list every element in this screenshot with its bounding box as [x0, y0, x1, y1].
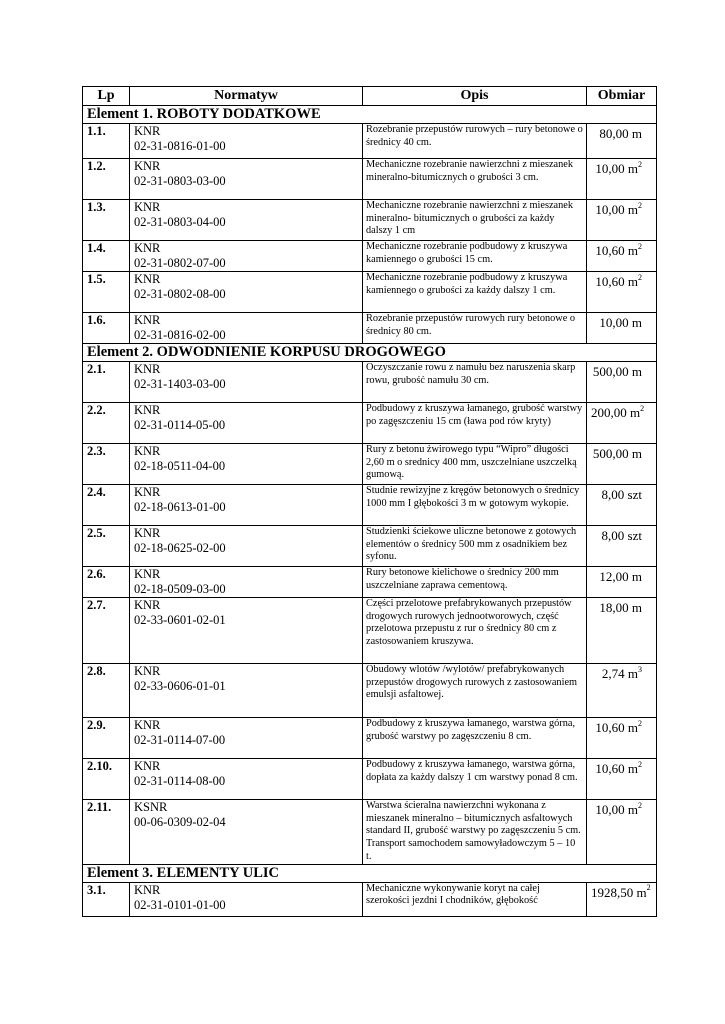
row-obmiar	[587, 882, 657, 916]
row-opis: Oczyszczanie rowu z namułu bez naruszenia skarp rowu, grubość namułu 30 cm.	[363, 362, 587, 403]
row-lp: 3.1.	[83, 882, 130, 916]
normatyw-code: 02-31-0803-04-00	[134, 215, 226, 229]
table-row	[83, 124, 657, 159]
obmiar-unit-exponent: 2	[638, 159, 642, 169]
normatyw-code: 02-18-0613-01-00	[134, 500, 226, 514]
obmiar-unit-exponent: 2	[640, 403, 645, 413]
row-obmiar	[587, 444, 657, 485]
normatyw-catalog: KNR	[134, 567, 161, 581]
row-opis: Rozebranie przepustów rurowych rury betonowe o średnicy 80 cm.	[363, 313, 587, 344]
obmiar-value: 500,00 m	[592, 446, 642, 461]
header-obmiar: Obmiar	[587, 87, 657, 106]
normatyw-code: 02-31-0803-03-00	[134, 174, 226, 188]
normatyw-catalog: KNR	[134, 403, 161, 417]
obmiar-value: 10,00 m	[599, 315, 642, 330]
obmiar-unit-exponent: 2	[638, 241, 642, 251]
table-row	[83, 526, 657, 567]
row-normatyw	[130, 598, 363, 664]
normatyw-code: 02-33-0606-01-01	[134, 679, 226, 693]
row-normatyw	[130, 159, 363, 200]
row-normatyw	[130, 124, 363, 159]
obmiar-value: 10,00 m	[595, 202, 638, 217]
row-lp: 2.4.	[83, 485, 130, 526]
row-opis: Mechaniczne rozebranie podbudowy z kruszywa kamiennego o grubości za każdy dalszy 1 cm.	[363, 272, 587, 313]
table-row	[83, 598, 657, 664]
obmiar-unit-exponent: 2	[638, 800, 642, 810]
row-normatyw	[130, 403, 363, 444]
row-opis: Podbudowy z kruszywa łamanego, warstwa górna, dopłata za każdy dalszy 1 cm warstwy ponad 8 cm.	[363, 759, 587, 800]
row-opis: Mechaniczne rozebranie podbudowy z kruszywa kamiennego o grubości 15 cm.	[363, 241, 587, 272]
row-obmiar	[587, 567, 657, 598]
row-lp: 2.11.	[83, 800, 130, 865]
row-lp: 2.8.	[83, 664, 130, 718]
section-title: Element 2. ODWODNIENIE KORPUSU DROGOWEGO	[83, 344, 657, 362]
section-title: Element 1. ROBOTY DODATKOWE	[83, 106, 657, 124]
normatyw-catalog: KNR	[134, 759, 161, 773]
row-obmiar	[587, 759, 657, 800]
row-obmiar	[587, 241, 657, 272]
row-normatyw	[130, 241, 363, 272]
normatyw-catalog: KNR	[134, 159, 161, 173]
table-row	[83, 241, 657, 272]
row-lp: 2.9.	[83, 718, 130, 759]
table-row	[83, 159, 657, 200]
obmiar-value: 10,60 m	[595, 243, 638, 258]
section-row	[83, 344, 657, 362]
row-lp: 2.2.	[83, 403, 130, 444]
header-lp: Lp	[83, 87, 130, 106]
row-opis: Rury betonowe kielichowe o średnicy 200 mm uszczelniane zaprawa cementową.	[363, 567, 587, 598]
obmiar-value: 80,00 m	[599, 126, 642, 141]
table-row	[83, 200, 657, 241]
obmiar-value: 200,00 m	[591, 405, 641, 420]
row-normatyw	[130, 362, 363, 403]
row-obmiar	[587, 526, 657, 567]
header-normatyw: Normatyw	[130, 87, 363, 106]
row-normatyw	[130, 567, 363, 598]
normatyw-catalog: KNR	[134, 241, 161, 255]
section-row	[83, 864, 657, 882]
obmiar-unit-exponent: 2	[638, 200, 642, 210]
normatyw-catalog: KNR	[134, 313, 161, 327]
table-row	[83, 444, 657, 485]
row-obmiar	[587, 159, 657, 200]
row-lp: 2.3.	[83, 444, 130, 485]
normatyw-code: 02-31-1403-03-00	[134, 377, 226, 391]
normatyw-catalog: KNR	[134, 272, 161, 286]
obmiar-value: 10,60 m	[595, 720, 638, 735]
row-obmiar	[587, 664, 657, 718]
row-lp: 1.4.	[83, 241, 130, 272]
obmiar-unit-exponent: 2	[638, 718, 642, 728]
table-row	[83, 272, 657, 313]
row-opis: Mechaniczne rozebranie nawierzchni z mieszanek mineralno-bitumicznych o grubości 3 cm.	[363, 159, 587, 200]
normatyw-code: 02-31-0101-01-00	[134, 897, 226, 912]
row-opis: Obudowy wlotów /wylotów/ prefabrykowanych przepustów drogowych rurowych z zastosowaniem emulsji asfaltowej.	[363, 664, 587, 718]
normatyw-catalog: KNR	[134, 882, 161, 897]
normatyw-catalog: KNR	[134, 124, 161, 138]
row-normatyw	[130, 882, 363, 916]
row-opis: Części przelotowe prefabrykowanych przepustów drogowych rurowych jednootworowych, część przelotowa przepustu z rur o średnicy 80 cm z zastosowaniem kruszywa.	[363, 598, 587, 664]
normatyw-catalog: KNR	[134, 598, 161, 612]
row-obmiar	[587, 362, 657, 403]
normatyw-catalog: KNR	[134, 200, 161, 214]
row-obmiar	[587, 200, 657, 241]
obmiar-value: 12,00 m	[599, 569, 642, 584]
obmiar-unit-exponent: 2	[638, 272, 642, 282]
obmiar-unit-exponent: 2	[646, 883, 651, 893]
obmiar-value: 8,00 szt	[601, 487, 642, 502]
normatyw-catalog: KNR	[134, 718, 161, 732]
row-obmiar	[587, 313, 657, 344]
section-row	[83, 106, 657, 124]
row-lp: 1.3.	[83, 200, 130, 241]
row-obmiar	[587, 800, 657, 865]
table-row	[83, 759, 657, 800]
normatyw-code: 02-31-0816-01-00	[134, 139, 226, 153]
row-normatyw	[130, 759, 363, 800]
header-row	[83, 87, 657, 106]
row-opis: Studzienki ściekowe uliczne betonowe z gotowych elementów o średnicy 500 mm z osadnikiem bez syfonu.	[363, 526, 587, 567]
row-obmiar	[587, 403, 657, 444]
row-obmiar	[587, 124, 657, 159]
row-lp: 2.5.	[83, 526, 130, 567]
table-row	[83, 362, 657, 403]
bill-of-quantities-table	[82, 86, 657, 917]
normatyw-code: 02-31-0802-07-00	[134, 256, 226, 270]
row-lp: 2.10.	[83, 759, 130, 800]
normatyw-catalog: KSNR	[134, 800, 168, 814]
row-opis: Podbudowy z kruszywa łamanego, warstwa górna, grubość warstwy po zagęszczeniu 8 cm.	[363, 718, 587, 759]
obmiar-value: 10,60 m	[595, 274, 638, 289]
normatyw-catalog: KNR	[134, 664, 161, 678]
row-obmiar	[587, 485, 657, 526]
normatyw-code: 02-31-0802-08-00	[134, 287, 226, 301]
row-normatyw	[130, 444, 363, 485]
table-row	[83, 664, 657, 718]
normatyw-code: 02-18-0511-04-00	[134, 459, 226, 473]
normatyw-catalog: KNR	[134, 444, 161, 458]
obmiar-value: 2,74 m	[601, 666, 638, 681]
normatyw-code: 02-31-0114-08-00	[134, 774, 226, 788]
table-row	[83, 567, 657, 598]
row-normatyw	[130, 664, 363, 718]
normatyw-code: 02-31-0114-05-00	[134, 418, 226, 432]
row-obmiar	[587, 598, 657, 664]
row-opis: Mechaniczne rozebranie nawierzchni z mieszanek mineralno- bitumicznych o grubości za każdy dalszy 1 cm	[363, 200, 587, 241]
row-lp: 2.1.	[83, 362, 130, 403]
obmiar-unit-exponent: 2	[638, 759, 642, 769]
row-normatyw	[130, 272, 363, 313]
row-normatyw	[130, 800, 363, 865]
section-title: Element 3. ELEMENTY ULIC	[83, 864, 657, 882]
obmiar-value: 10,60 m	[595, 761, 638, 776]
row-lp: 1.2.	[83, 159, 130, 200]
normatyw-catalog: KNR	[134, 526, 161, 540]
row-lp: 1.5.	[83, 272, 130, 313]
obmiar-value: 1928,50 m	[591, 884, 647, 900]
row-opis: Rozebranie przepustów rurowych – rury betonowe o średnicy 40 cm.	[363, 124, 587, 159]
row-opis: Mechaniczne wykonywanie koryt na całej szerokości jezdni I chodników, głębokość	[363, 882, 587, 916]
normatyw-code: 02-33-0601-02-01	[134, 613, 226, 627]
row-normatyw	[130, 485, 363, 526]
header-opis: Opis	[363, 87, 587, 106]
row-normatyw	[130, 200, 363, 241]
normatyw-catalog: KNR	[134, 362, 161, 376]
row-opis: Rury z betonu żwirowego typu “Wipro” długości 2,60 m o srednicy 400 mm, uszczelniane uszczelką gumową.	[363, 444, 587, 485]
normatyw-catalog: KNR	[134, 485, 161, 499]
table-body	[83, 106, 657, 917]
table-row	[83, 882, 657, 916]
obmiar-value: 8,00 szt	[601, 528, 642, 543]
row-lp: 2.7.	[83, 598, 130, 664]
row-opis: Podbudowy z kruszywa łamanego, grubość warstwy po zagęszczeniu 15 cm (ława pod rów kryty)	[363, 403, 587, 444]
table-row	[83, 313, 657, 344]
obmiar-value: 10,00 m	[595, 802, 638, 817]
table-row	[83, 403, 657, 444]
row-obmiar	[587, 718, 657, 759]
row-normatyw	[130, 526, 363, 567]
row-lp: 1.1.	[83, 124, 130, 159]
normatyw-code: 02-18-0509-03-00	[134, 582, 226, 596]
row-opis: Warstwa ścieralna nawierzchni wykonana z mieszanek mineralno – bitumicznych asfaltowych standard II, grubość warstwy po zagęszczeniu 5 cm. Transport samochodem samowyładowczym 5 – 10 t.	[363, 800, 587, 865]
table-row	[83, 485, 657, 526]
row-opis: Studnie rewizyjne z kręgów betonowych o średnicy 1000 mm I głębokości 3 m w gotowym wykopie.	[363, 485, 587, 526]
row-lp: 1.6.	[83, 313, 130, 344]
table-row	[83, 800, 657, 865]
row-normatyw	[130, 313, 363, 344]
obmiar-unit-exponent: 3	[638, 664, 642, 674]
normatyw-code: 02-31-0816-02-00	[134, 328, 226, 342]
normatyw-code: 02-18-0625-02-00	[134, 541, 226, 555]
row-lp: 2.6.	[83, 567, 130, 598]
normatyw-code: 00-06-0309-02-04	[134, 815, 226, 829]
obmiar-value: 10,00 m	[595, 161, 638, 176]
obmiar-value: 500,00 m	[592, 364, 642, 379]
row-obmiar	[587, 272, 657, 313]
table-row	[83, 718, 657, 759]
row-normatyw	[130, 718, 363, 759]
obmiar-value: 18,00 m	[599, 600, 642, 615]
normatyw-code: 02-31-0114-07-00	[134, 733, 226, 747]
